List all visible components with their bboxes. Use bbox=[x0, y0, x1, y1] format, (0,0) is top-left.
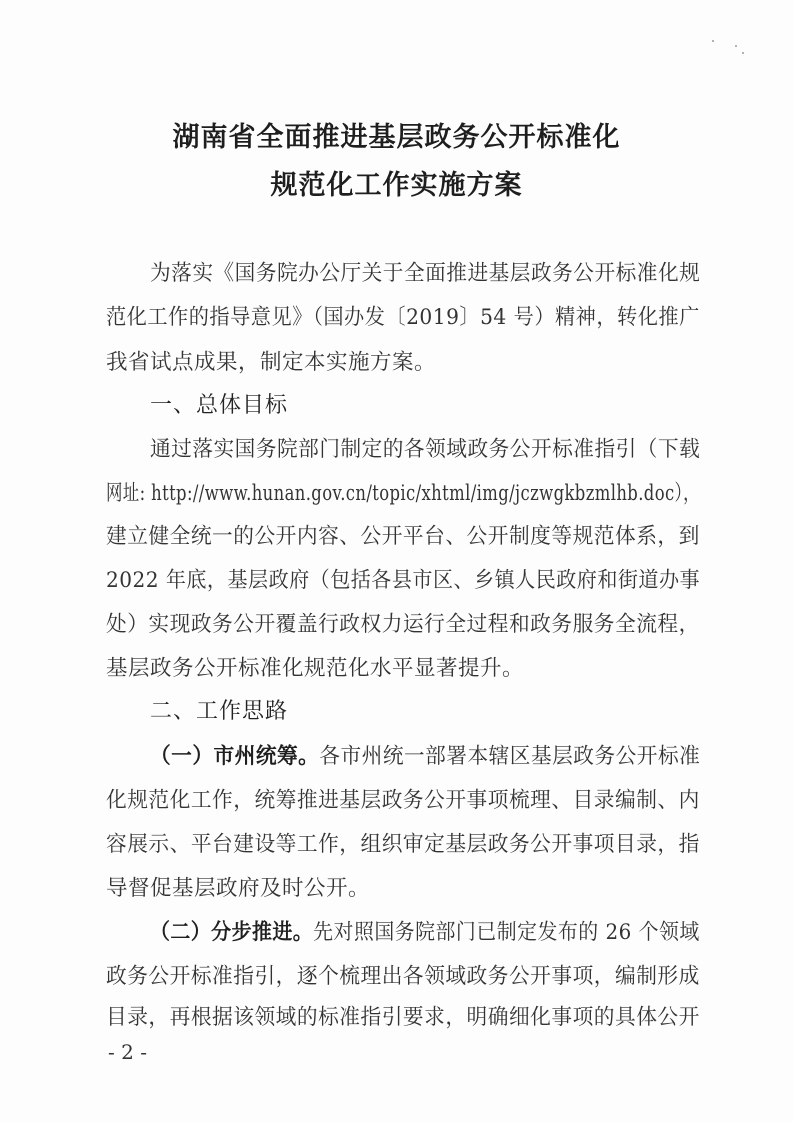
section1-line: 通过落实国务院部门制定的各领域政务公开标准指引（下载 bbox=[150, 437, 701, 462]
intro-line: 我省试点成果，制定本实施方案。 bbox=[106, 350, 437, 375]
section2-item2-line bbox=[150, 915, 700, 946]
item-text: 各市州统一部署本辖区基层政务公开标准 bbox=[319, 744, 701, 769]
section1-line: 2022 年底，基层政府（包括各县市区、乡镇人民政府和街道办事 bbox=[106, 568, 701, 593]
section2-item2-line: 目录，再根据该领域的标准指引要求，明确细化事项的具体公开 bbox=[106, 1005, 700, 1030]
item-lead: （二）分步推进。 bbox=[150, 920, 314, 945]
item-text: 先对照国务院部门已制定发布的 26 个领域 bbox=[313, 920, 700, 945]
intro-line: 范化工作的指导意见》（国办发〔2019〕54 号）精神，转化推广 bbox=[106, 305, 700, 330]
page-number: - 2 - bbox=[108, 1040, 147, 1064]
intro-line: 为落实《国务院办公厅关于全面推进基层政务公开标准化规 bbox=[150, 261, 701, 286]
section2-item1-line: 容展示、平台建设等工作，组织审定基层政务公开事项目录，指 bbox=[106, 832, 700, 857]
section1-line: 网址: http://www.hunan.gov.cn/topic/xhtml/img/jczwgkbzmlhb.doc）， bbox=[106, 481, 700, 506]
section1-line: 建立健全统一的公开内容、公开平台、公开制度等规范体系，到 bbox=[106, 524, 700, 549]
scan-speck bbox=[735, 45, 737, 47]
scan-speck bbox=[742, 52, 744, 54]
section2-item1-line: 导督促基层政府及时公开。 bbox=[106, 876, 371, 901]
section-heading-overall-goal: 一、总体目标 bbox=[150, 393, 289, 418]
section-heading-work-approach: 二、工作思路 bbox=[150, 699, 289, 724]
section2-item1-line: 化规范化工作，统筹推进基层政务公开事项梳理、目录编制、内 bbox=[106, 788, 700, 813]
document-title-line2: 规范化工作实施方案 bbox=[270, 170, 523, 201]
section1-line: 基层政务公开标准化规范化水平显著提升。 bbox=[106, 656, 525, 681]
item-lead: （一）市州统筹。 bbox=[150, 744, 320, 769]
document-title-line1: 湖南省全面推进基层政务公开标准化 bbox=[172, 122, 621, 153]
section2-item2-line: 政务公开标准指引，逐个梳理出各领域政务公开事项，编制形成 bbox=[106, 964, 700, 989]
section1-line: 处）实现政务公开覆盖行政权力运行全过程和政务服务全流程， bbox=[106, 612, 700, 637]
scan-speck bbox=[712, 40, 714, 42]
section2-item1-line bbox=[150, 739, 700, 770]
